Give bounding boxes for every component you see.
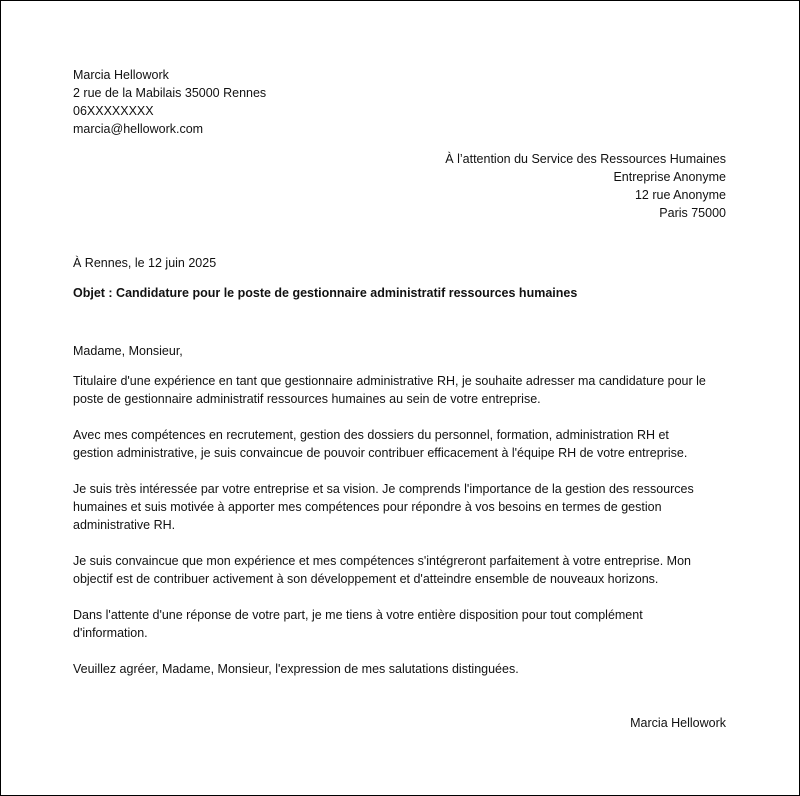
letter-body [73, 372, 733, 696]
body-line: objectif est de contribuer activement à son développement et d'atteindre ensemble de nouveaux horizons. [73, 572, 659, 586]
recipient-block [445, 150, 726, 222]
body-paragraph [73, 552, 733, 588]
sender-block [73, 66, 266, 138]
body-paragraph [73, 372, 733, 408]
letter-subject: Objet : Candidature pour le poste de gestionnaire administratif ressources humaines [73, 286, 578, 300]
letter-date: À Rennes, le 12 juin 2025 [73, 256, 217, 270]
body-paragraph [73, 426, 733, 462]
body-paragraph [73, 606, 733, 642]
recipient-company: Entreprise Anonyme [613, 170, 726, 184]
closing-paragraph [73, 660, 733, 678]
sender-email: marcia@hellowork.com [73, 122, 204, 136]
body-line: poste de gestionnaire administratif ressources humaines au sein de votre entreprise. [73, 392, 541, 406]
body-paragraph [73, 480, 733, 534]
body-line: Titulaire d'une expérience en tant que gestionnaire administrative RH, je souhaite adresser ma candidature pour le [73, 374, 706, 388]
signature: Marcia Hellowork [630, 716, 726, 730]
body-line: Avec mes compétences en recrutement, gestion des dossiers du personnel, formation, administration RH et [73, 428, 669, 442]
recipient-city: Paris 75000 [659, 206, 726, 220]
body-line: Je suis très intéressée par votre entreprise et sa vision. Je comprends l'importance de la gestion des ressources [73, 482, 694, 496]
letter-greeting: Madame, Monsieur, [73, 344, 183, 358]
sender-phone: 06XXXXXXXX [73, 104, 154, 118]
sender-address: 2 rue de la Mabilais 35000 Rennes [73, 86, 267, 100]
body-line: d'information. [73, 626, 148, 640]
body-line: gestion administrative, je suis convaincue de pouvoir contribuer efficacement à l'équipe RH de votre entreprise. [73, 446, 688, 460]
recipient-street: 12 rue Anonyme [634, 188, 726, 202]
body-line: Je suis convaincue que mon expérience et mes compétences s'intégreront parfaitement à votre entreprise. Mon [73, 554, 691, 568]
body-line: administrative RH. [73, 518, 176, 532]
body-line: Veuillez agréer, Madame, Monsieur, l'expression de mes salutations distinguées. [73, 662, 519, 676]
sender-name: Marcia Hellowork [73, 68, 169, 82]
body-line: humaines et suis motivée à apporter mes compétences pour répondre à vos besoins en termes de gestion [73, 500, 662, 514]
body-line: Dans l'attente d'une réponse de votre part, je me tiens à votre entière disposition pour tout complément [73, 608, 643, 622]
recipient-attention: À l’attention du Service des Ressources Humaines [445, 152, 726, 166]
